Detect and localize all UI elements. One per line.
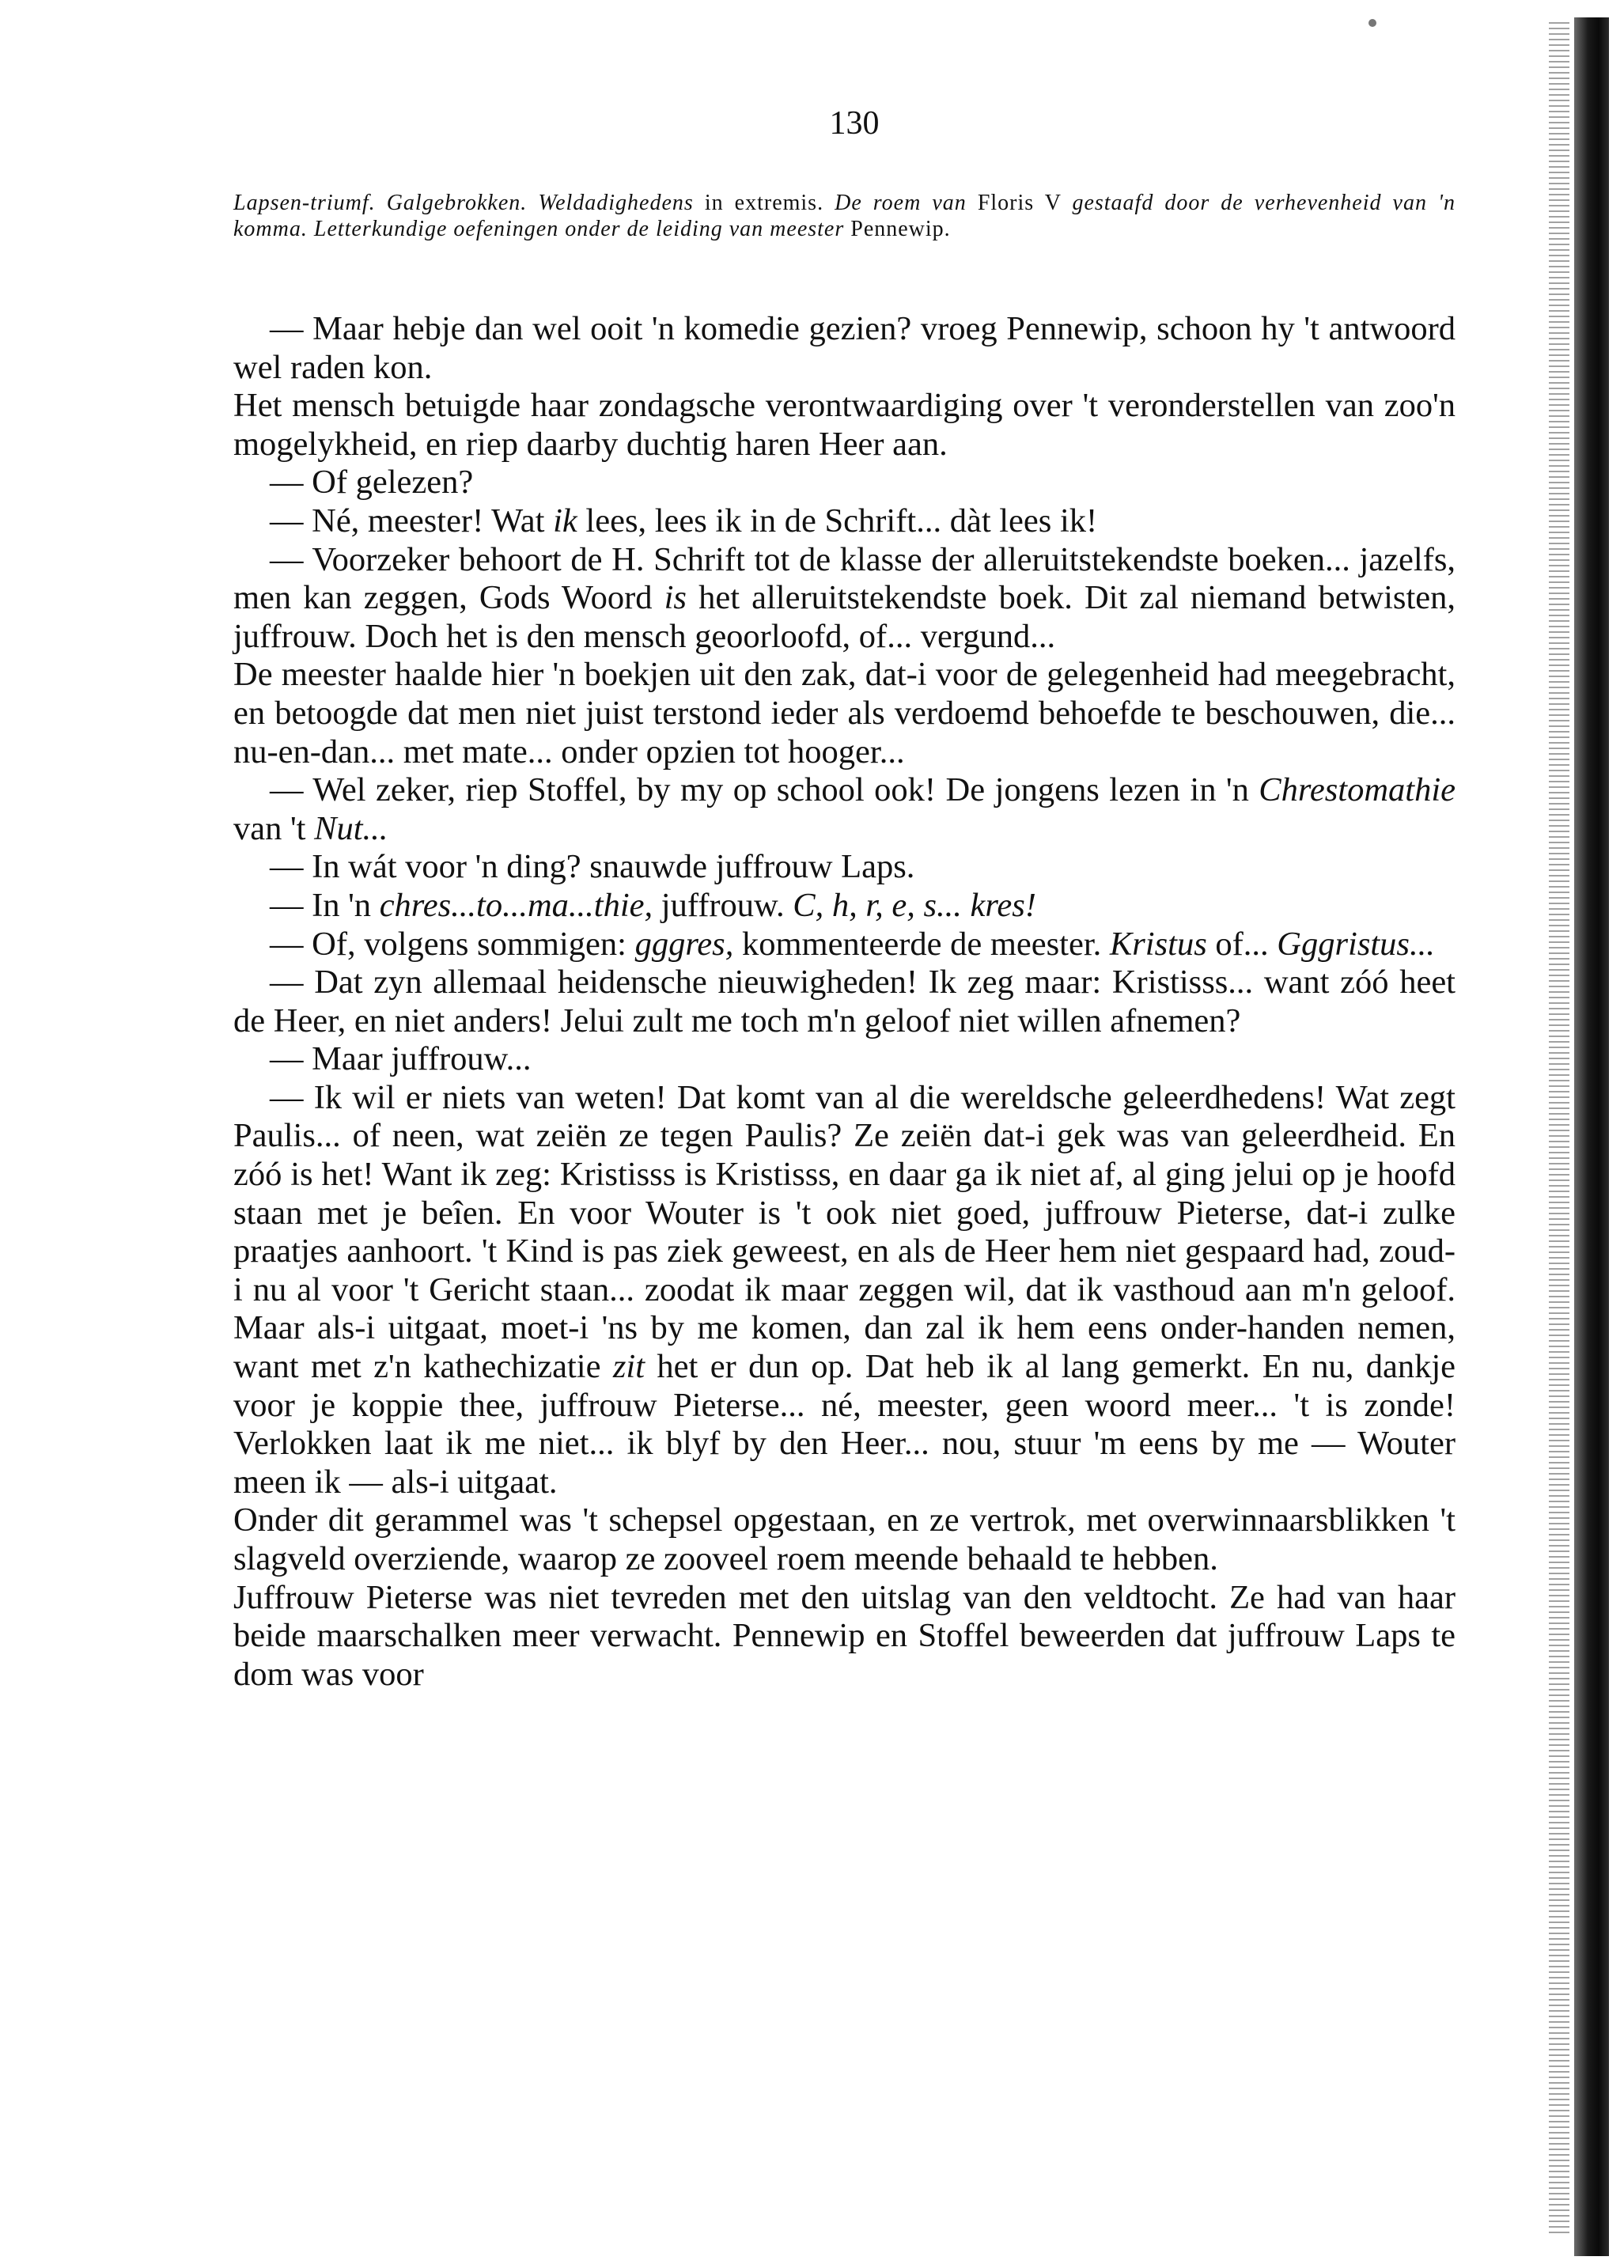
italic-text: Kristus (1109, 925, 1207, 963)
paragraph (233, 541, 1456, 657)
paragraph (233, 1579, 1456, 1694)
italic-text: zit (612, 1348, 645, 1386)
paragraph (233, 887, 1456, 926)
text-run: lees, lees ik in de Schrift... dàt lees ik! (577, 502, 1098, 540)
text-run: Juffrouw Pieterse was niet tevreden met den uitslag van den veldtocht. Ze had van haar beide maarschalken meer verwacht. Pennewip en Stoffel beweerden dat juffrouw Laps te dom was voor (233, 1578, 1456, 1693)
summary-part: in extremis. (693, 191, 835, 215)
paragraph (233, 1079, 1456, 1502)
text-run: Het mensch betuigde haar zondagsche verontwaardiging over 't veronderstellen van zoo'n mogelykheid, en riep daarby duchtig haren Heer aan. (233, 387, 1456, 463)
text-run: het er dun op. Dat heb ik al lang gemerkt. En nu, dankje voor je koppie thee, juffrouw Pieterse... né, meester, geen woord meer... 't is zonde! Verlokken laat ik me niet... ik blyf by den Heer... nou, stuur 'm eens by me — Wouter meen ik — als-i uitgaat. (233, 1348, 1456, 1501)
scan-speck (1368, 19, 1376, 27)
text-run: — In 'n (270, 886, 380, 924)
text-run: — Of gelezen? (270, 464, 474, 502)
summary-part: gestaafd door de verhevenheid van 'n komma. Letterkundige oefeningen onder de leiding van meester (233, 191, 1456, 241)
paragraph (233, 310, 1456, 387)
paragraph (233, 1501, 1456, 1578)
summary-part: Lapsen-triumf. Galgebrokken. Weldadighedens (233, 191, 694, 215)
text-run: — Dat zyn allemaal heidensche nieuwigheden! Ik zeg maar: Kristisss... want zóó heet de Heer, en niet anders! Jelui zult me toch m'n geloof niet willen afnemen? (233, 964, 1456, 1039)
paragraph (233, 848, 1456, 887)
paragraph (233, 464, 1456, 502)
paragraph (233, 387, 1456, 464)
italic-text: chres...to...ma...thie, (379, 886, 653, 924)
italic-text: Nut... (314, 809, 388, 847)
scan-edge-texture (1549, 22, 1569, 2237)
text-run: — Voorzeker behoort de H. Schrift tot de klasse der alleruitstekendste boeken... jazelfs, men kan zeggen, Gods Woord (233, 540, 1456, 617)
text-run: — Wel zeker, riep Stoffel, by my op school ook! De jongens lezen in 'n (270, 771, 1259, 809)
paragraph (233, 771, 1456, 848)
text-run: van 't (233, 809, 315, 847)
text-run: — Maar hebje dan wel ooit 'n komedie gezien? vroeg Pennewip, schoon hy 't antwoord wel raden kon. (233, 310, 1456, 386)
italic-text: ik (553, 502, 577, 540)
text-run: — Of, volgens sommigen: (270, 925, 635, 963)
text-run: — Ik wil er niets van weten! Dat komt van al die wereldsche geleerdhedens! Wat zegt Paulis... of neen, wat zeiën ze tegen Paulis? Ze zeiën dat-i gek was van geleerdheid. En zóó is het! Want ik zeg: Kristisss is Kristisss, en daar ga ik niet af, al ging jelui op je hoofd staan met je beîen. En voor Wouter is 't ook niet goed, juffrouw Pieterse, dat-i zulke praatjes aanhoort. 't Kind is pas ziek geweest, en als de Heer hem niet gespaard had, zoud-i nu al voor 't Gericht staan... zoodat ik maar zeggen wil, dat ik vasthoud aan m'n geloof. Maar als-i uitgaat, moet-i 'ns by me komen, dan zal ik hem eens onder-handen nemen, want met z'n kathechizatie (233, 1078, 1456, 1386)
summary-part: Pennewip. (844, 217, 951, 241)
paragraph (233, 926, 1456, 964)
text-run: Onder dit gerammel was 't schepsel opgestaan, en ze vertrok, met overwinnaarsblikken 't slagveld overziende, waarop ze zooveel roem meende behaald te hebben. (233, 1501, 1456, 1577)
summary-part: De roem van (835, 191, 967, 215)
text-run: juffrouw. (653, 886, 793, 924)
italic-text: is (664, 579, 687, 617)
chapter-summary (233, 190, 1456, 242)
summary-part: Floris V (966, 191, 1073, 215)
text-run: De meester haalde hier 'n boekjen uit den zak, dat-i voor de gelegenheid had meegebracht, en betoogde dat men niet juist terstond ieder als verdoemd behoefde te beschouwen, die... nu-en-dan... met mate... onder opzien tot hooger... (233, 656, 1456, 771)
paragraph (233, 1040, 1456, 1079)
text-run: het alleruitstekendste boek. Dit zal niemand betwisten, juffrouw. Doch het is den mensch geoorloofd, of... vergund... (233, 579, 1456, 655)
italic-text: Chrestomathie (1259, 771, 1456, 809)
paragraph (233, 656, 1456, 771)
page-number: 130 (829, 105, 880, 142)
paragraph (233, 964, 1456, 1040)
text-run: — In wát voor 'n ding? snauwde juffrouw Laps. (270, 848, 915, 886)
text-run: kommenteerde de meester. (733, 925, 1110, 963)
italic-text: Gggristus... (1277, 925, 1435, 963)
paragraph (233, 502, 1456, 541)
text-run: — Maar juffrouw... (270, 1040, 532, 1078)
text-run: — Né, meester! Wat (270, 502, 554, 540)
italic-text: gggres, (634, 925, 734, 963)
italic-text: C, h, r, e, s... kres! (793, 886, 1036, 924)
text-run: of... (1206, 925, 1278, 963)
scan-binding-edge (1574, 17, 1609, 2256)
body-text (233, 310, 1456, 1694)
